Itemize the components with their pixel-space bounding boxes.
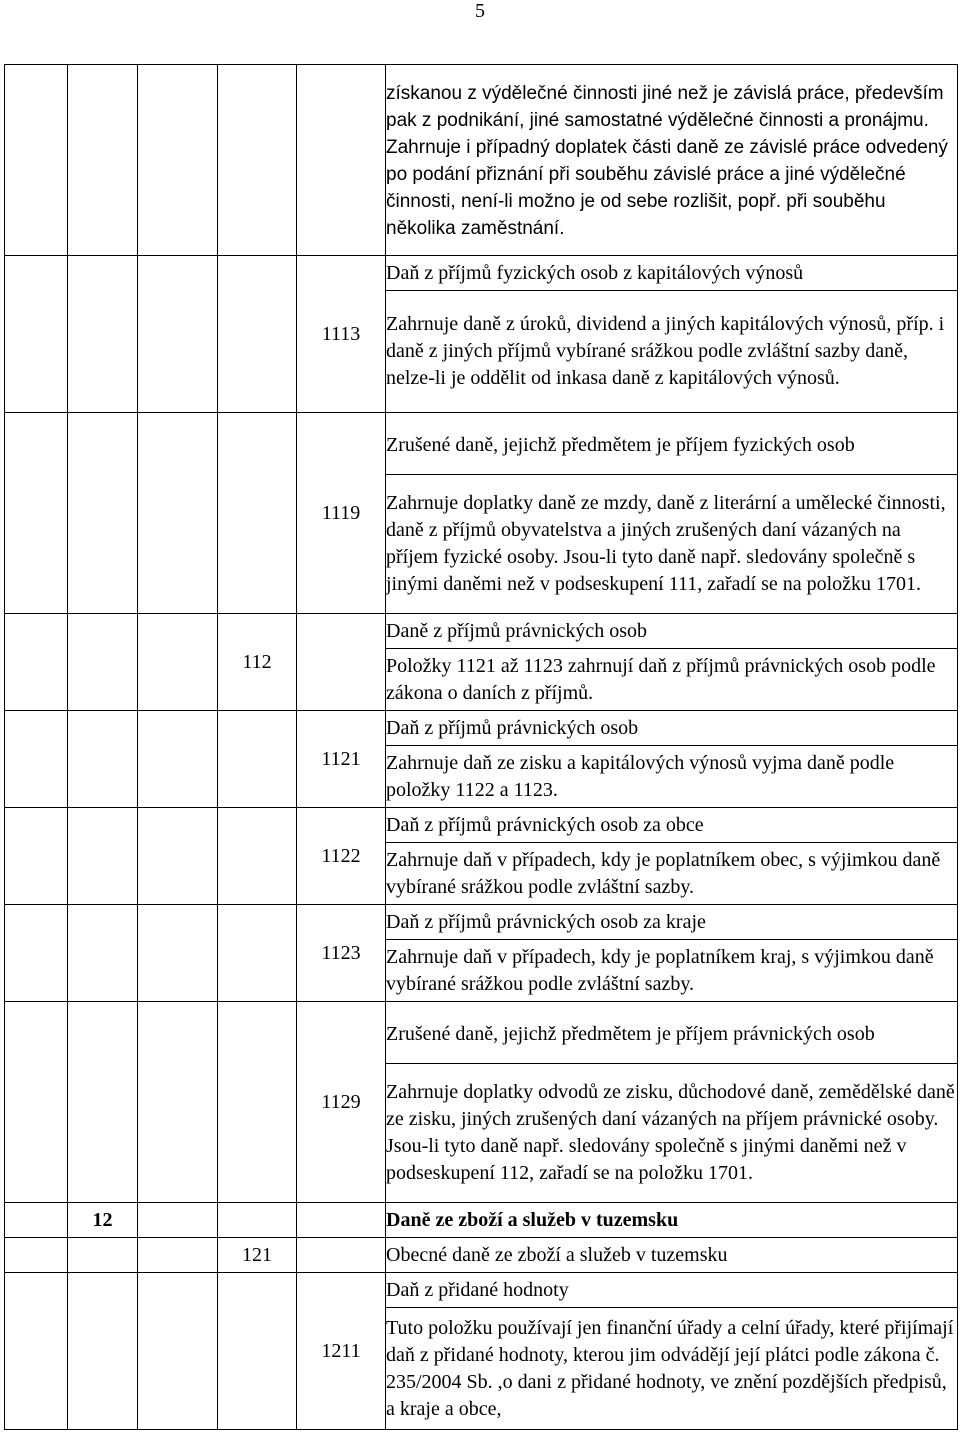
group-code: 12 xyxy=(68,1203,138,1238)
table-row xyxy=(5,1203,958,1238)
subgroup-code: 112 xyxy=(218,614,297,711)
budget-classification-table xyxy=(4,64,958,1430)
page-number: 5 xyxy=(475,0,485,22)
group-cell xyxy=(68,65,138,256)
subgroup-code: 121 xyxy=(218,1238,297,1273)
item-title: Daň z příjmů právnických osob za kraje xyxy=(386,905,958,940)
item-code: 1123 xyxy=(297,905,386,1002)
table-row xyxy=(5,711,958,746)
group-title: Daně ze zboží a služeb v tuzemsku xyxy=(386,1203,958,1238)
item-code: 1129 xyxy=(297,1002,386,1203)
item-description: Tuto položku používají jen finanční úřady a celní úřady, které přijímají daň z přidané hodnoty, kterou jim odvádějí její plátci podle zákona č. 235/2004 Sb. ,o dani z přidané hodnoty, ve znění pozdějších předpisů, a kraje a obce, xyxy=(386,1308,958,1430)
item-code: 1119 xyxy=(297,413,386,614)
item-code: 1121 xyxy=(297,711,386,808)
item-description: Zahrnuje doplatky odvodů ze zisku, důchodové daně, zemědělské daně ze zisku, jiných zrušených daní vázaných na příjem právnické osoby. Jsou-li tyto daně např. sledovány společně s jinými daněmi než v podseskupení 112, zařadí se na položku 1701. xyxy=(386,1064,958,1203)
table-row xyxy=(5,1238,958,1273)
item-title: Zrušené daně, jejichž předmětem je příjem právnických osob xyxy=(386,1002,958,1064)
subgroup-title: Obecné daně ze zboží a služeb v tuzemsku xyxy=(386,1238,958,1273)
subgroup-description: Položky 1121 až 1123 zahrnují daň z příjmů právnických osob podle zákona o daních z příjmů. xyxy=(386,649,958,711)
item-title: Zrušené daně, jejichž předmětem je příjem fyzických osob xyxy=(386,413,958,475)
item-description: získanou z výdělečné činnosti jiné než je závislá práce, především pak z podnikání, jiné samostatné výdělečné činnosti a pronájmu. Zahrnuje i případný doplatek části daně ze závislé práce odvedený po podání přiznání při souběhu závislé práce a jiné výdělečné činnosti, není-li možno je od sebe rozlišit, popř. při souběhu několika zaměstnání. xyxy=(386,65,958,256)
table-row xyxy=(5,413,958,475)
subgroup-cell xyxy=(138,65,218,256)
item-title: Daň z příjmů právnických osob za obce xyxy=(386,808,958,843)
item-code: 1211 xyxy=(297,1273,386,1430)
item-description: Zahrnuje daň v případech, kdy je poplatníkem kraj, s výjimkou daně vybírané srážkou podle zvláštní sazby. xyxy=(386,940,958,1002)
table-row xyxy=(5,808,958,843)
table-row xyxy=(5,905,958,940)
section-cell xyxy=(218,65,297,256)
item-code: 1113 xyxy=(297,256,386,413)
item-title: Daň z přidané hodnoty xyxy=(386,1273,958,1308)
table-row xyxy=(5,614,958,649)
table-row xyxy=(5,1002,958,1064)
item-title: Daň z příjmů právnických osob xyxy=(386,711,958,746)
class-cell xyxy=(5,65,68,256)
item-description: Zahrnuje daň v případech, kdy je poplatníkem obec, s výjimkou daně vybírané srážkou podle zvláštní sazby. xyxy=(386,843,958,905)
table-row xyxy=(5,256,958,291)
subgroup-title: Daně z příjmů právnických osob xyxy=(386,614,958,649)
item-code-cell xyxy=(297,65,386,256)
item-description: Zahrnuje daň ze zisku a kapitálových výnosů vyjma daně podle položky 1122 a 1123. xyxy=(386,746,958,808)
item-description: Zahrnuje doplatky daně ze mzdy, daně z literární a umělecké činnosti, daně z příjmů obyvatelstva a jiných zrušených daní vázaných na příjem fyzické osoby. Jsou-li tyto daně např. sledovány společně s jinými daněmi než v podseskupení 111, zařadí se na položku 1701. xyxy=(386,475,958,614)
table-row xyxy=(5,65,958,256)
item-title: Daň z příjmů fyzických osob z kapitálových výnosů xyxy=(386,256,958,291)
item-description: Zahrnuje daně z úroků, dividend a jiných kapitálových výnosů, příp. i daně z jiných příjmů vybírané srážkou podle zvláštní sazby daně, nelze-li je oddělit od inkasa daně z kapitálových výnosů. xyxy=(386,291,958,413)
item-code: 1122 xyxy=(297,808,386,905)
table-row xyxy=(5,1273,958,1308)
